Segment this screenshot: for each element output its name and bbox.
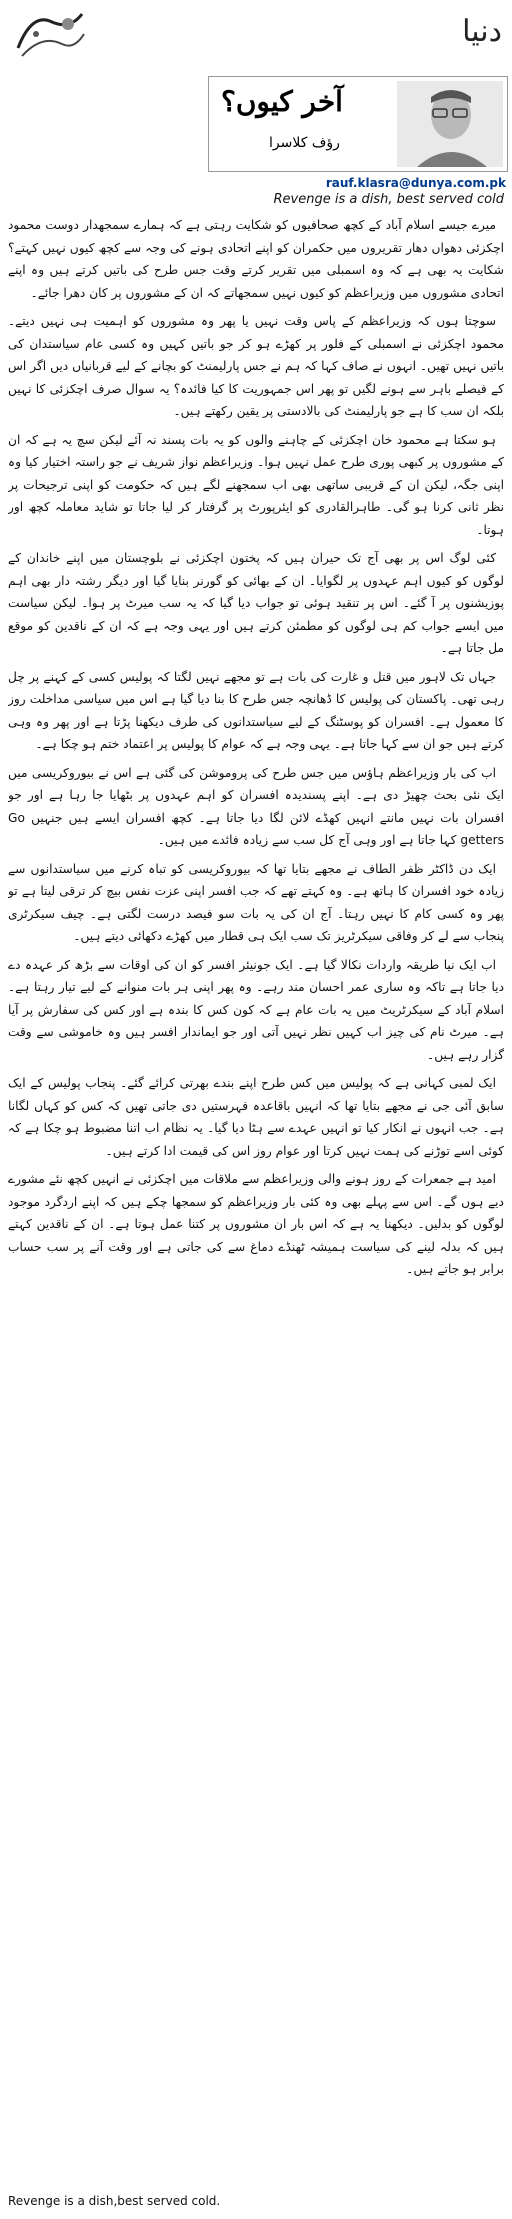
- author-portrait-icon: [397, 81, 503, 167]
- article-body: [8, 214, 504, 2182]
- paragraph: کئی لوگ اس پر بھی آج تک حیران ہیں کہ پختون اچکزئی نے بلوچستان میں اپنے خاندان کے لوگوں کو کیوں اہم عہدوں پر لگوایا۔ ان کے بھائی کو گورنر بنایا گیا اور دیگر رشتہ دار بھی اہم پوزیشنوں پر آ گئے۔ اس پر تنقید ہوئی تو جواب دیا گیا کہ یہ سب میرٹ پر ہوا۔ لیکن سیاست میں ایسے جواب کم ہی لوگوں کو مطمئن کرتے ہیں اور یہی وجہ ہے کہ ان کے ناقدین کو موقع مل جاتا ہے۔: [8, 551, 504, 655]
- masthead: [0, 0, 512, 72]
- writer-name: رؤف کلاسرا: [269, 135, 340, 151]
- paragraph: اب کی بار وزیراعظم ہاؤس میں جس طرح کی پروموشن کی گئی ہے اس نے بیوروکریسی میں ایک نئی بحث چھیڑ دی ہے۔ اپنے پسندیدہ افسران کو اہم عہدوں پر بٹھایا جا رہا ہے اور جو افسران بات نہیں مانتے انہیں کھڈے لائن لگا دیا جاتا ہے۔ کچھ افسران ایسے ہیں جنہیں Go getters کہا جاتا ہے اور وہی آج کل سب سے زیادہ فائدے میں ہیں۔: [8, 765, 504, 847]
- paragraph: اب ایک نیا طریقہ واردات نکالا گیا ہے۔ ایک جونیئر افسر کو ان کی اوقات سے بڑھ کر عہدہ دے دیا جاتا ہے تاکہ وہ ساری عمر احسان مند رہے۔ وہ پھر اپنی ہر بات منوانے کے لیے تیار رہتا ہے۔ اسلام آباد کے سیکرٹریٹ میں یہ بات عام ہے کہ کون کس کا بندہ ہے اور کس کی سفارش پر آیا ہے۔ میرٹ نام کی چیز اب کہیں نظر نہیں آتی اور جو ایماندار افسر ہیں وہ خاموشی سے وقت گزار رہے ہیں۔: [8, 957, 504, 1062]
- paragraph: جہاں تک لاہور میں قتل و غارت کی بات ہے تو مجھے نہیں لگتا کہ پولیس کسی کے کہنے پر چل رہی تھی۔ پاکستان کی پولیس کا ڈھانچہ جس طرح کا بنا دیا گیا ہے اس میں سیاسی مداخلت روز کا معمول ہے۔ افسران کو پوسٹنگ کے لیے سیاستدانوں کی طرف دیکھنا پڑتا ہے اور پھر وہ وہی کرتے ہیں جو ان سے کہا جاتا ہے۔ یہی وجہ ہے کہ عوام کا پولیس پر اعتماد ختم ہو چکا ہے۔: [8, 669, 504, 751]
- paragraph: سوچتا ہوں کہ وزیراعظم کے پاس وقت نہیں یا پھر وہ مشوروں کو اہمیت ہی نہیں دیتے۔ محمود اچکزئی نے اسمبلی کے فلور پر کھڑے ہو کر جو باتیں کہیں وہ کسی عام سیاستدان کی باتیں نہیں تھیں۔ انہوں نے صاف کہا کہ ہم نے جس پارلیمنٹ کو بچانے کے لیے قربانیاں دیں اگر اس کے فیصلے باہر سے ہونے لگیں تو پھر اس جمہوریت کا کیا فائدہ؟ یہ سوال صرف اچکزئی کا نہیں بلکہ ان سب کا ہے جو پارلیمنٹ کی بالادستی پر یقین رکھتے ہیں۔: [8, 314, 504, 418]
- paragraph: ایک دن ڈاکٹر ظفر الطاف نے مجھے بتایا تھا کہ بیوروکریسی کو تباہ کرنے میں سیاستدانوں سے زیادہ خود افسران کا ہاتھ ہے۔ وہ کہتے تھے کہ جب افسر اپنی عزت نفس بیچ کر ترقی لیتا ہے تو پھر وہ کسی کام کا نہیں رہتا۔ آج ان کی یہ بات سو فیصد درست لگتی ہے۔ چیف سیکرٹری پنجاب سے لے کر وفاقی سیکرٹریز تک سب ایک ہی قطار میں کھڑے دکھائی دیتے ہیں۔: [8, 861, 504, 943]
- paragraph: امید ہے جمعرات کے روز ہونے والی وزیراعظم سے ملاقات میں اچکزئی نے انہیں کچھ نئے مشورے دیے ہوں گے۔ اس سے پہلے بھی وہ کئی بار وزیراعظم کو سمجھا چکے ہیں کہ اپنے اردگرد موجود لوگوں کو بدلیں۔ دیکھنا یہ ہے کہ اس بار ان مشوروں پر کتنا عمل ہوتا ہے۔ ان کے ناقدین کہتے ہیں کہ بدلہ لینے کی سیاست ہمیشہ ٹھنڈے دماغ سے کی جاتی ہے اور وقت آنے پر سب حساب برابر ہو جاتے ہیں۔: [8, 1172, 504, 1276]
- dunya-logo-icon: [12, 4, 90, 68]
- paragraph: ہو سکتا ہے محمود خان اچکزئی کے چاہنے والوں کو یہ بات پسند نہ آئے لیکن سچ یہ ہے کہ ان کے مشوروں پر کبھی پوری طرح عمل نہیں ہوا۔ وزیراعظم نواز شریف نے جو راستہ اختیار کیا وہ اپنی جگہ، لیکن ان کے قریبی ساتھی بھی اب سمجھنے لگے ہیں کہ حکومت کو اپنی ترجیحات پر نظر ثانی کرنا ہو گی۔ طاہرالقادری کو ایئرپورٹ پر گرفتار کر لیا جاتا تو شاید معاملہ کچھ اور ہوتا۔: [8, 432, 504, 537]
- closing-line: Revenge is a dish,best served cold.: [8, 2194, 221, 2208]
- column-title: آخر کیوں؟: [221, 85, 343, 118]
- paragraph: میرے جیسے اسلام آباد کے کچھ صحافیوں کو شکایت رہتی ہے کہ ہمارے سمجھدار دوست محمود اچکزئی دھواں دھار تقریروں میں حکمران کو اپنے اتحادی ہونے کی وجہ سے کچھ کیوں نہیں کہتے؟ شکایت یہ بھی ہے کہ وہ اسمبلی میں تقریر کرتے وقت جس طرح کی باتیں کرتے ہیں وہ اپنے اتحادی مشوروں میں وزیراعظم کو کیوں نہیں سمجھاتے کہ ان کے مشوروں پر کان دھرا جائے۔: [8, 218, 504, 300]
- logo-text: دنیا: [462, 14, 502, 49]
- column-header-box: [208, 76, 508, 172]
- author-email: rauf.klasra@dunya.com.pk: [325, 176, 506, 190]
- paragraph: ایک لمبی کہانی ہے کہ پولیس میں کس طرح اپنے بندے بھرتی کرائے گئے۔ پنجاب پولیس کے ایک سابق آئی جی نے مجھے بتایا تھا کہ انہیں باقاعدہ فہرستیں دی جاتی تھیں کہ کس کو کہاں لگانا ہے۔ جب انہوں نے انکار کیا تو انہیں عہدے سے ہٹا دیا گیا۔ یہ نظام اب اتنا مضبوط ہو چکا ہے کہ کوئی اسے توڑنے کی ہمت نہیں کرتا اور عوام روز اس کی قیمت ادا کرتے ہیں۔: [8, 1076, 504, 1158]
- article-headline: Revenge is a dish, best served cold: [273, 192, 504, 207]
